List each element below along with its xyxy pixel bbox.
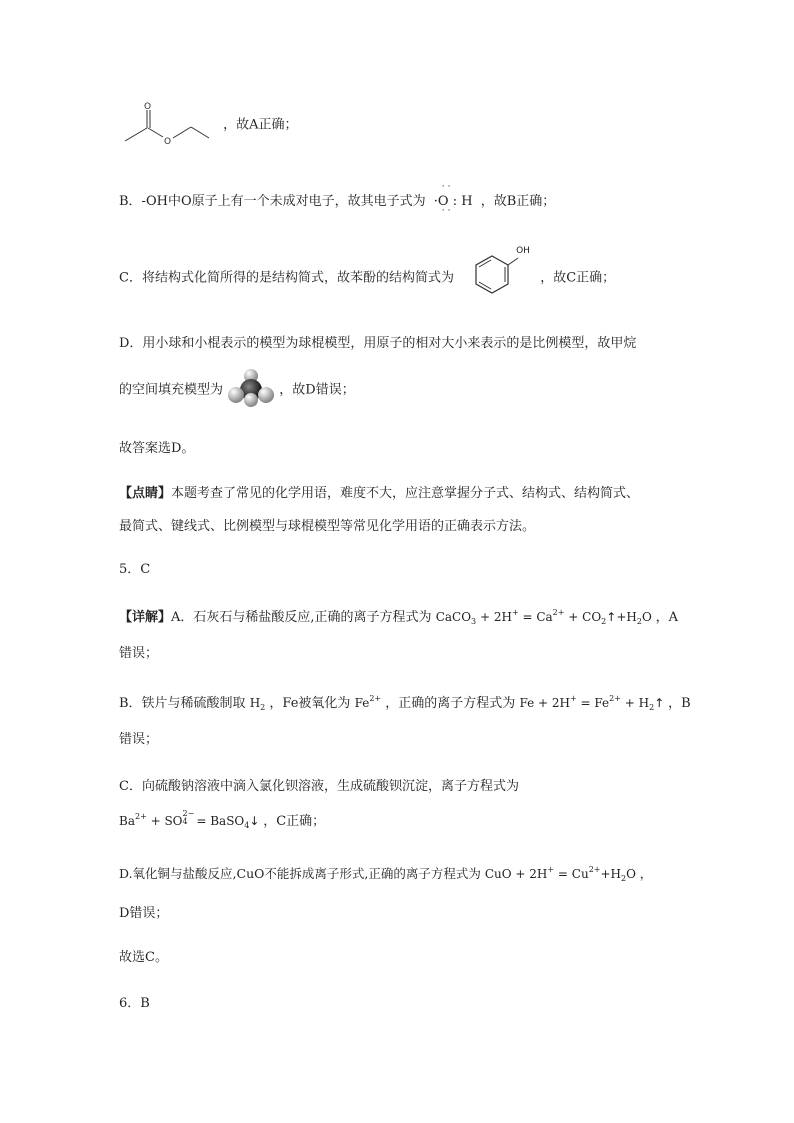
ethyl-acetate-suffix: ，故A正确；	[223, 117, 298, 133]
line-b-prefix: B．-OH中O原子上有一个未成对电子，故其电子式为	[119, 194, 426, 209]
q5-a-prefix: A．石灰石与稀盐酸反应,正确的离子方程式为	[171, 610, 432, 625]
q5-b-equation: $Fe + 2H^+ = Fe^{2+}$ + $H_2↑$	[519, 694, 665, 712]
comment-tag: 【点睛】	[119, 486, 172, 501]
ethyl-acetate-structure-icon	[119, 100, 219, 150]
q5-b-line	[119, 692, 691, 712]
comment-text-1: 本题考查了常见的化学用语，难度不大，应注意掌握分子式、结构式、结构简式、	[171, 486, 640, 501]
q5-b-line-2: 错误；	[119, 732, 159, 747]
h2-formula: $H_2$	[249, 696, 266, 712]
phenol-oh-label: OH	[516, 246, 530, 256]
q5-d-line-2: D错误；	[119, 906, 169, 921]
ethyl-acetate-line	[119, 100, 298, 150]
q5-answer: 故选C。	[119, 950, 168, 965]
q5-c-line-1: C．向硫酸钠溶液中滴入氯化钡溶液，生成硫酸钡沉淀，离子方程式为	[119, 779, 519, 794]
q5-b-prefix: B．铁片与稀硫酸制取	[119, 696, 246, 711]
line-d-2-suffix: ，故D错误；	[279, 382, 355, 398]
q5-a-suffix: ，A	[655, 610, 679, 625]
methane-space-filling-model-icon	[227, 368, 275, 408]
q5-b-suffix: ，B	[668, 696, 691, 711]
fe-ion: $Fe^{2+}$	[354, 694, 382, 710]
line-b-suffix: ，故B正确；	[480, 194, 556, 209]
q5-b-mid1: ，Fe被氧化为	[269, 696, 351, 711]
q5-a-line	[119, 606, 678, 626]
q5-d-line	[119, 864, 652, 883]
formula-o: O	[437, 194, 449, 209]
line-b	[119, 182, 556, 216]
line-d-2-prefix: 的空间填充模型为	[119, 382, 224, 398]
q5-a-line-2: 错误；	[119, 646, 159, 661]
q5-number: 5．C	[119, 562, 151, 577]
hydroxyl-electron-formula: ·· ·O : H ··	[433, 182, 473, 216]
svg-text:O: O	[164, 137, 172, 147]
comment-line-1	[119, 482, 639, 501]
line-d-2	[119, 368, 355, 408]
line-d-1: D．用小球和小棍表示的模型为球棍模型，用原子的相对大小来表示的是比例模型，故甲烷	[119, 336, 637, 351]
q5-d-equation: CuO + $2H^+ = Cu^{2+}+H_2O$	[484, 865, 636, 883]
svg-text:O: O	[144, 102, 152, 112]
answer-q4: 故答案选D。	[119, 441, 195, 456]
line-c-prefix: C．将结构式化简所得的是结构简式，故苯酚的结构简式为	[119, 270, 454, 286]
q5-d-suffix: ，	[639, 866, 653, 881]
q5-d-prefix: D.氧化铜与盐酸反应,CuO不能拆成离子形式,正确的离子方程式为	[119, 866, 481, 881]
line-c-suffix: ，故C正确；	[540, 270, 616, 286]
q5-a-equation: CaCO$_3$ + $2H^+ = Ca^{2+}$ + $CO_2↑+H_2O$	[435, 608, 652, 626]
q6-number: 6．B	[119, 996, 150, 1011]
q5-c-equation: $Ba^{2+}$ + SO 2− 4 = BaSO$_4$↓	[119, 809, 260, 830]
line-c	[119, 246, 615, 306]
q5-c-line-2	[119, 810, 325, 830]
q5-c-suffix: ，C正确；	[263, 814, 326, 829]
formula-h: H	[461, 194, 473, 209]
comment-line-2: 最简式、键线式、比例模型与球棍模型等常见化学用语的正确表示方法。	[119, 519, 536, 534]
phenol-structure	[458, 246, 536, 306]
q5-detail-tag: 【详解】	[119, 610, 172, 625]
formula-colon: :	[452, 194, 458, 209]
q5-b-mid2: ，正确的离子方程式为	[385, 696, 516, 711]
